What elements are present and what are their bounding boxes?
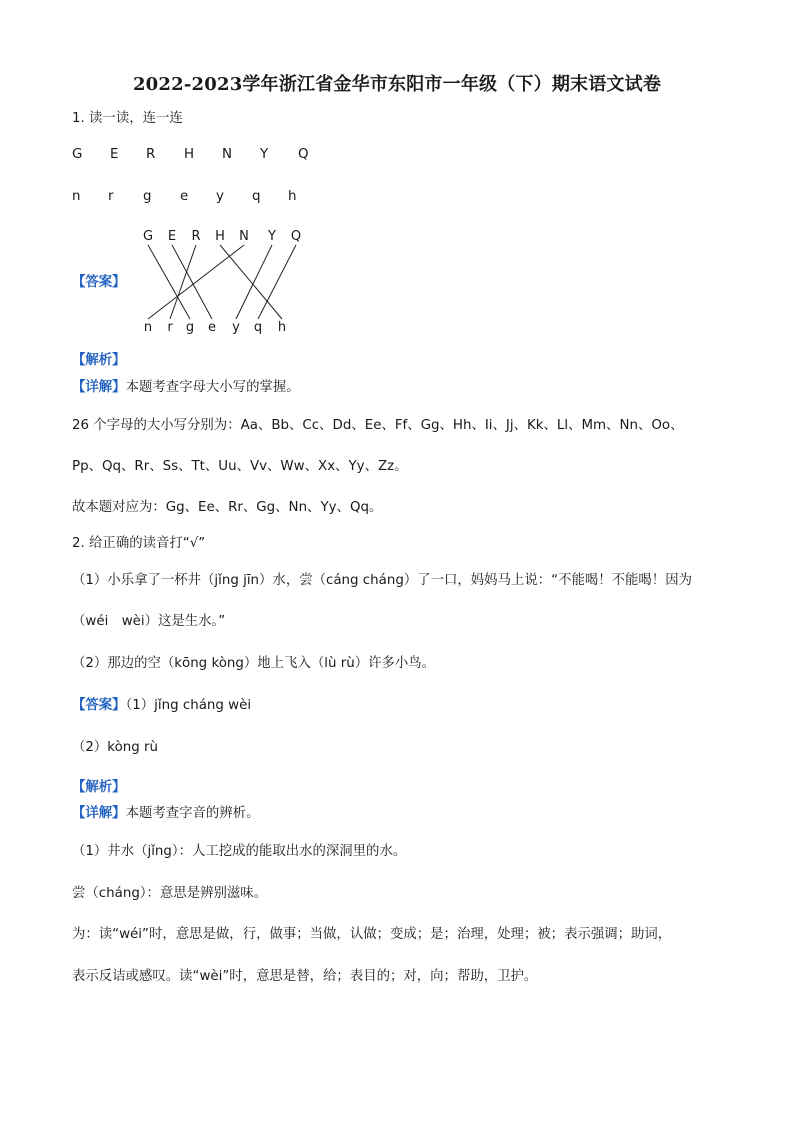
q1-answer-label: 【答案】 bbox=[72, 275, 126, 290]
diagram-lower-letter: n bbox=[143, 320, 153, 335]
diagram-upper-letter: G bbox=[142, 229, 154, 244]
diagram-lower-letter: g bbox=[185, 320, 195, 335]
diagram-upper-letter: R bbox=[191, 229, 201, 244]
upper-letter: G bbox=[72, 147, 83, 162]
upper-letter: N bbox=[222, 147, 233, 162]
diagram-upper-letter: N bbox=[239, 229, 249, 244]
lower-letter: n bbox=[72, 189, 81, 204]
q2-detail-label: 【详解】 bbox=[72, 806, 126, 821]
connection-line bbox=[148, 245, 244, 319]
connection-line bbox=[258, 245, 296, 319]
q2-analysis-label: 【解析】 bbox=[72, 780, 126, 795]
q1-conclusion: 故本题对应为：Gg、Ee、Rr、Gg、Nn、Yy、Qq。 bbox=[72, 500, 383, 515]
q2-explanation-1: （1）井水（jǐng）：人工挖成的能取出水的深洞里的水。 bbox=[72, 844, 407, 859]
q2-sentence2: （2）那边的空（kōng kòng）地上飞入（lù rù）许多小鸟。 bbox=[72, 656, 436, 671]
q2-explanation-4: 表示反诘或感叹。读“wèi”时，意思是替，给；表目的；对，向；帮助，卫护。 bbox=[72, 969, 538, 984]
q2-sentence1-line1: （1）小乐拿了一杯井（jǐng jīn）水，尝（cáng cháng）了一口，妈妈马上说：“不能喝！不能喝！因为 bbox=[72, 573, 692, 588]
diagram-upper-letter: H bbox=[215, 229, 225, 244]
q2-sentence1-line2: （wéi wèi）这是生水。” bbox=[72, 614, 226, 629]
lower-letter: g bbox=[143, 189, 152, 204]
upper-letter: Y bbox=[260, 147, 269, 162]
upper-letter: H bbox=[184, 147, 195, 162]
q2-answer bbox=[72, 698, 251, 714]
q1-analysis-label: 【解析】 bbox=[72, 353, 126, 368]
diagram-upper-letter: Q bbox=[290, 229, 302, 244]
lower-letter: y bbox=[216, 189, 224, 204]
q2-explanation-2: 尝（cháng）：意思是辨别滋味。 bbox=[72, 886, 268, 901]
lower-letter: h bbox=[288, 189, 297, 204]
q2-answer1: （1）jǐng cháng wèi bbox=[125, 698, 252, 713]
q1-detail-text: 本题考查字母大小写的掌握。 bbox=[125, 380, 300, 395]
diagram-lower-letter: e bbox=[208, 320, 216, 335]
upper-letter: R bbox=[146, 147, 156, 162]
page-title: 2022-2023学年浙江省金华市东阳市一年级（下）期末语文试卷 bbox=[132, 74, 662, 95]
lower-letter: e bbox=[180, 189, 189, 204]
upper-letter: E bbox=[110, 147, 119, 162]
connection-line bbox=[148, 245, 190, 319]
q1-detail-label: 【详解】 bbox=[72, 380, 126, 395]
lower-letter: r bbox=[108, 189, 114, 204]
lower-letter: q bbox=[252, 189, 261, 204]
diagram-upper-letter: E bbox=[167, 229, 177, 244]
q2-answer2: （2）kòng rù bbox=[72, 740, 159, 755]
connection-line bbox=[236, 245, 272, 319]
matching-diagram bbox=[140, 222, 320, 338]
diagram-lower-letter: q bbox=[253, 320, 263, 335]
q2-answer-label: 【答案】 bbox=[72, 698, 126, 713]
q1-pairs-line2: Pp、Qq、Rr、Ss、Tt、Uu、Vv、Ww、Xx、Yy、Zz。 bbox=[72, 459, 408, 474]
upper-letter: Q bbox=[298, 147, 309, 162]
q2-detail-text: 本题考查字音的辨析。 bbox=[125, 806, 260, 821]
q1-prompt: 1. 读一读，连一连 bbox=[72, 111, 183, 126]
q2-detail bbox=[72, 806, 259, 822]
diagram-upper-letter: Y bbox=[268, 229, 276, 244]
diagram-lower-letter: r bbox=[167, 320, 173, 335]
q1-detail bbox=[72, 380, 300, 396]
q1-pairs-line1: 26 个字母的大小写分别为：Aa、Bb、Cc、Dd、Ee、Ff、Gg、Hh、Ii、Jj、Kk、Ll、Mm、Nn、Oo、 bbox=[72, 418, 684, 433]
diagram-lower-letter: h bbox=[277, 320, 287, 335]
q2-prompt: 2. 给正确的读音打“√” bbox=[72, 536, 206, 551]
diagram-lower-letter: y bbox=[232, 320, 240, 335]
q2-explanation-3: 为：读“wéi”时，意思是做，行，做事；当做，认做；变成；是；治理，处理；被；表示强调；助词， bbox=[72, 927, 672, 942]
